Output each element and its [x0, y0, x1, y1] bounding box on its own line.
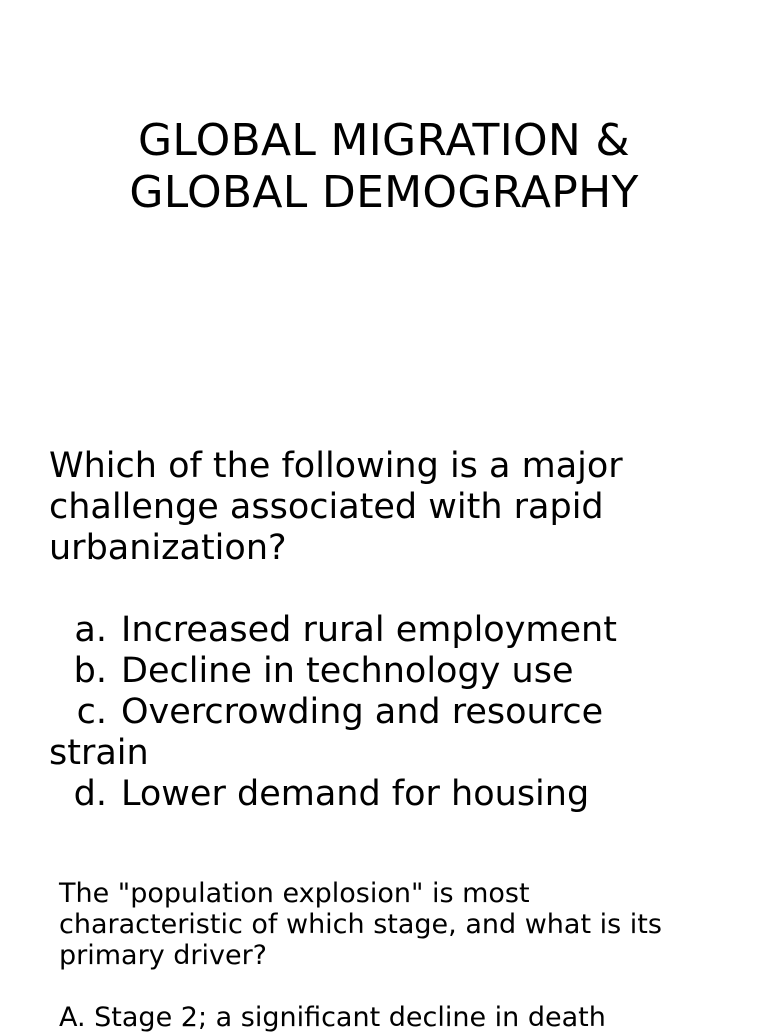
option-letter: d. — [73, 774, 107, 814]
option-b — [49, 651, 749, 692]
option-a — [49, 610, 749, 651]
option-text: Decline in technology use — [121, 651, 574, 691]
question-2-text: The "population explosion" is most characteristic of which stage, and what is its primary driver? — [59, 878, 662, 971]
spacer — [59, 971, 719, 1002]
option-letter: b. — [73, 651, 107, 691]
option-text: Increased rural employment — [121, 610, 617, 650]
option-letter: a. — [74, 610, 107, 650]
question-2 — [59, 878, 719, 1033]
option-text: Lower demand for housing — [121, 774, 590, 814]
title-line-1: GLOBAL MIGRATION & — [137, 115, 631, 166]
option-letter: c. — [76, 692, 107, 732]
option-c — [49, 692, 749, 733]
question-1 — [49, 446, 749, 815]
answer-option-a: A. Stage 2; a significant decline in death — [59, 1002, 606, 1033]
option-text: Overcrowding and resource — [121, 692, 604, 732]
question-1-text: Which of the following is a major challenge associated with rapid urbanization? — [49, 446, 623, 568]
spacer — [49, 569, 749, 610]
option-c-continuation: strain — [49, 733, 149, 773]
option-d — [49, 774, 749, 815]
slide-title — [0, 115, 768, 219]
title-line-2: GLOBAL DEMOGRAPHY — [129, 167, 639, 218]
